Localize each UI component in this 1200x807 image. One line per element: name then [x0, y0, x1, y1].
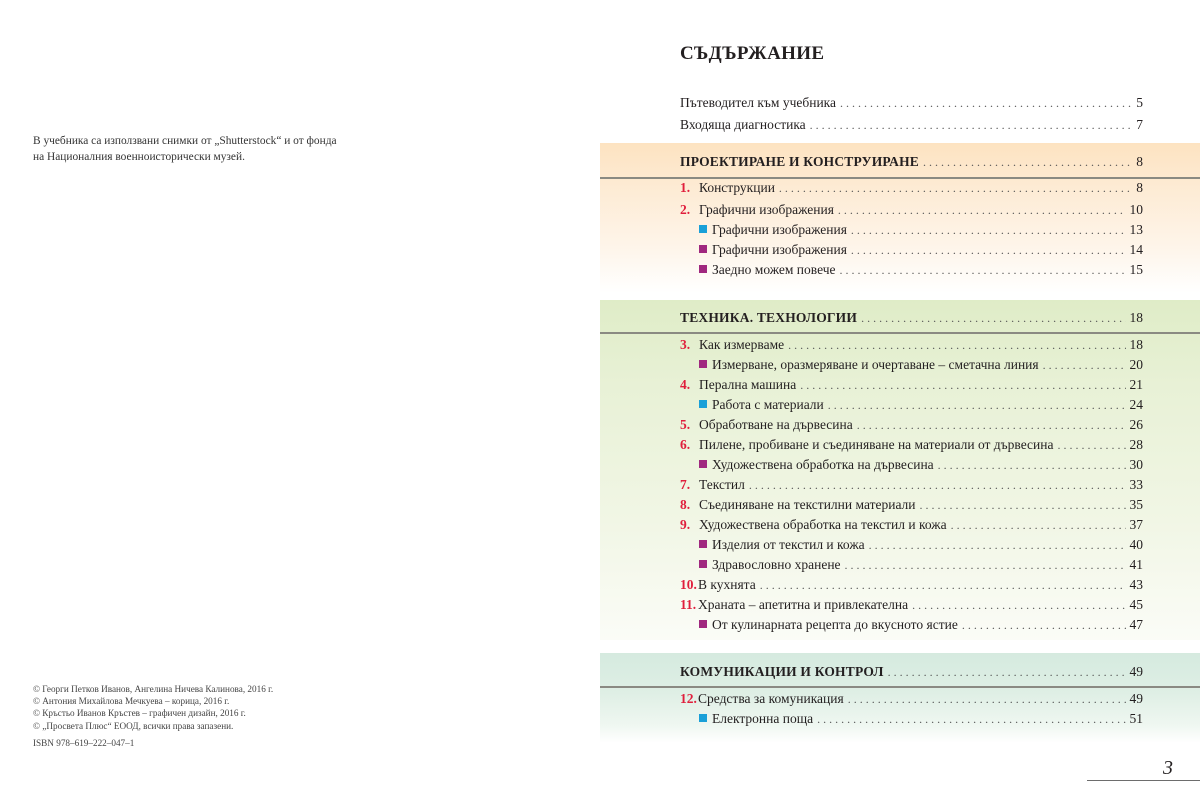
- entry-label: Графични изображения: [712, 242, 847, 257]
- dot-leader: [760, 578, 1126, 593]
- entry-label: Работа с материали: [712, 397, 824, 412]
- entry-label: Храната – апетитна и привлекателна: [698, 597, 909, 612]
- toc-subentry[interactable]: [680, 222, 1143, 242]
- dot-leader: [920, 498, 1126, 513]
- entry-page: 18: [1129, 337, 1143, 352]
- section-page: 49: [1129, 664, 1143, 679]
- copyright-line: © Антония Михайлова Мечкуева – корица, 2016 г.: [33, 696, 230, 707]
- entry-label: Перална машина: [699, 377, 797, 392]
- dot-leader: [861, 311, 1125, 326]
- dot-leader: [857, 418, 1126, 433]
- section-divider: [600, 332, 1200, 334]
- toc-subentry[interactable]: [680, 537, 1143, 557]
- toc-entry[interactable]: [680, 337, 1143, 357]
- entry-label: Художествена обработка на дървесина: [712, 457, 934, 472]
- entry-page: 40: [1129, 537, 1143, 552]
- dot-leader: [912, 598, 1125, 613]
- entry-label: Електронна поща: [712, 711, 814, 726]
- purple-square-bullet-icon: [699, 540, 707, 548]
- toc-entry[interactable]: [680, 577, 1143, 597]
- dot-leader: [779, 181, 1131, 196]
- purple-square-bullet-icon: [699, 620, 707, 628]
- toc-section-heading[interactable]: [680, 310, 1143, 330]
- entry-page: 28: [1129, 437, 1143, 452]
- entry-page: 49: [1129, 691, 1143, 706]
- blue-square-bullet-icon: [699, 714, 707, 722]
- entry-page: 26: [1129, 417, 1143, 432]
- entry-label: Измерване, оразмеряване и очертаване – сметачна линия: [712, 357, 1039, 372]
- entry-label: Художествена обработка на текстил и кожа: [699, 517, 947, 532]
- dot-leader: [817, 712, 1125, 727]
- toc-entry[interactable]: [680, 180, 1143, 200]
- entry-page: 7: [1136, 117, 1143, 132]
- section-divider: [600, 686, 1200, 688]
- entry-label: Графични изображения: [699, 202, 834, 217]
- entry-page: 8: [1136, 180, 1143, 195]
- credits-line: на Националния военноисторически музей.: [33, 150, 245, 163]
- toc-title: СЪДЪРЖАНИЕ: [680, 43, 825, 64]
- blue-square-bullet-icon: [699, 400, 707, 408]
- dot-leader: [840, 263, 1126, 278]
- isbn: ISBN 978–619–222–047–1: [33, 738, 135, 748]
- entry-page: 47: [1129, 617, 1143, 632]
- copyright-block: [33, 683, 273, 732]
- entry-label: Пътеводител към учебника: [680, 95, 837, 110]
- dot-leader: [851, 243, 1126, 258]
- chapter-number: 2.: [680, 202, 691, 217]
- dot-leader: [938, 458, 1126, 473]
- purple-square-bullet-icon: [699, 560, 707, 568]
- copyright-line: © Кръстьо Иванов Кръстев – графичен дизайн, 2016 г.: [33, 708, 246, 719]
- toc-subentry[interactable]: [680, 617, 1143, 637]
- credits-line: В учебника са използвани снимки от „Shutterstock“ и от фонда: [33, 135, 337, 147]
- chapter-number: 8.: [680, 497, 691, 512]
- entry-page: 10: [1129, 202, 1143, 217]
- page-number: 3: [1163, 757, 1173, 779]
- blue-square-bullet-icon: [699, 225, 707, 233]
- copyright-line: © „Просвета Плюс“ ЕООД, всички права запазени.: [33, 720, 234, 731]
- entry-page: 37: [1129, 517, 1143, 532]
- section-page: 8: [1136, 154, 1143, 169]
- entry-label: Средства за комуникация: [698, 691, 844, 706]
- entry-label: Входяща диагностика: [680, 117, 806, 132]
- toc-entry[interactable]: [680, 517, 1143, 537]
- toc-entry[interactable]: [680, 95, 1143, 115]
- toc-subentry[interactable]: [680, 357, 1143, 377]
- dot-leader: [848, 692, 1126, 707]
- section-page: 18: [1129, 310, 1143, 325]
- entry-page: 24: [1129, 397, 1143, 412]
- toc-entry[interactable]: [680, 597, 1143, 617]
- chapter-number: 1.: [680, 180, 691, 195]
- chapter-number: 10.: [680, 577, 697, 592]
- purple-square-bullet-icon: [699, 245, 707, 253]
- entry-label: Съединяване на текстилни материали: [699, 497, 916, 512]
- entry-label: Текстил: [699, 477, 745, 492]
- entry-label: Здравословно хранене: [712, 557, 841, 572]
- photo-credits-note: [33, 134, 337, 165]
- entry-label: Графични изображения: [712, 222, 847, 237]
- toc-entry[interactable]: [680, 477, 1143, 497]
- dot-leader: [845, 558, 1126, 573]
- dot-leader: [851, 223, 1126, 238]
- entry-label: Как измерваме: [699, 337, 785, 352]
- entry-page: 20: [1129, 357, 1143, 372]
- table-of-contents-page: [600, 0, 1200, 807]
- dot-leader: [749, 478, 1126, 493]
- entry-label: Заедно можем повече: [712, 262, 836, 277]
- chapter-number: 3.: [680, 337, 691, 352]
- dot-leader: [888, 665, 1126, 680]
- entry-page: 41: [1129, 557, 1143, 572]
- entry-page: 14: [1129, 242, 1143, 257]
- section-title: ТЕХНИКА. ТЕХНОЛОГИИ: [680, 310, 858, 325]
- entry-page: 51: [1129, 711, 1143, 726]
- entry-label: Изделия от текстил и кожа: [712, 537, 865, 552]
- chapter-number: 7.: [680, 477, 691, 492]
- section-divider: [600, 177, 1200, 179]
- toc-subentry[interactable]: [680, 711, 1143, 731]
- toc-entry[interactable]: [680, 691, 1143, 711]
- entry-label: Конструкции: [699, 180, 775, 195]
- page-number-rule: [1087, 780, 1200, 781]
- dot-leader: [1057, 438, 1125, 453]
- dot-leader: [869, 538, 1126, 553]
- purple-square-bullet-icon: [699, 265, 707, 273]
- section-title: КОМУНИКАЦИИ И КОНТРОЛ: [680, 664, 884, 679]
- entry-page: 5: [1136, 95, 1143, 110]
- copyright-line: © Георги Петков Иванов, Ангелина Ничева Калинова, 2016 г.: [33, 684, 274, 694]
- toc-section-heading[interactable]: [680, 664, 1143, 684]
- chapter-number: 9.: [680, 517, 691, 532]
- entry-page: 15: [1129, 262, 1143, 277]
- dot-leader: [1043, 358, 1126, 373]
- toc-subentry[interactable]: [680, 397, 1143, 417]
- dot-leader: [828, 398, 1126, 413]
- entry-page: 21: [1129, 377, 1143, 392]
- entry-label: От кулинарната рецепта до вкусното ястие: [712, 617, 958, 632]
- entry-label: В кухнята: [698, 577, 756, 592]
- chapter-number: 11.: [680, 597, 697, 612]
- dot-leader: [838, 203, 1126, 218]
- toc-subentry[interactable]: [680, 457, 1143, 477]
- dot-leader: [840, 96, 1131, 111]
- toc-entry[interactable]: [680, 377, 1143, 397]
- toc-entry[interactable]: [680, 437, 1143, 457]
- toc-entry[interactable]: [680, 202, 1143, 222]
- entry-page: 33: [1129, 477, 1143, 492]
- dot-leader: [923, 155, 1131, 170]
- dot-leader: [951, 518, 1126, 533]
- toc-entry[interactable]: [680, 117, 1143, 137]
- entry-label: Пилене, пробиване и съединяване на материали от дървесина: [699, 437, 1054, 452]
- entry-label: Обработване на дървесина: [699, 417, 853, 432]
- dot-leader: [810, 118, 1131, 133]
- toc-subentry[interactable]: [680, 242, 1143, 262]
- dot-leader: [962, 618, 1126, 633]
- entry-page: 30: [1129, 457, 1143, 472]
- toc-entry[interactable]: [680, 417, 1143, 437]
- section-title: ПРОЕКТИРАНЕ И КОНСТРУИРАНЕ: [680, 154, 919, 169]
- chapter-number: 4.: [680, 377, 691, 392]
- toc-subentry[interactable]: [680, 262, 1143, 282]
- entry-page: 35: [1129, 497, 1143, 512]
- dot-leader: [788, 338, 1125, 353]
- chapter-number: 6.: [680, 437, 691, 452]
- toc-subentry[interactable]: [680, 557, 1143, 577]
- toc-entry[interactable]: [680, 497, 1143, 517]
- entry-page: 43: [1129, 577, 1143, 592]
- chapter-number: 5.: [680, 417, 691, 432]
- dot-leader: [800, 378, 1125, 393]
- entry-page: 13: [1129, 222, 1143, 237]
- toc-section-heading[interactable]: [680, 154, 1143, 174]
- purple-square-bullet-icon: [699, 460, 707, 468]
- purple-square-bullet-icon: [699, 360, 707, 368]
- entry-page: 45: [1129, 597, 1143, 612]
- chapter-number: 12.: [680, 691, 697, 706]
